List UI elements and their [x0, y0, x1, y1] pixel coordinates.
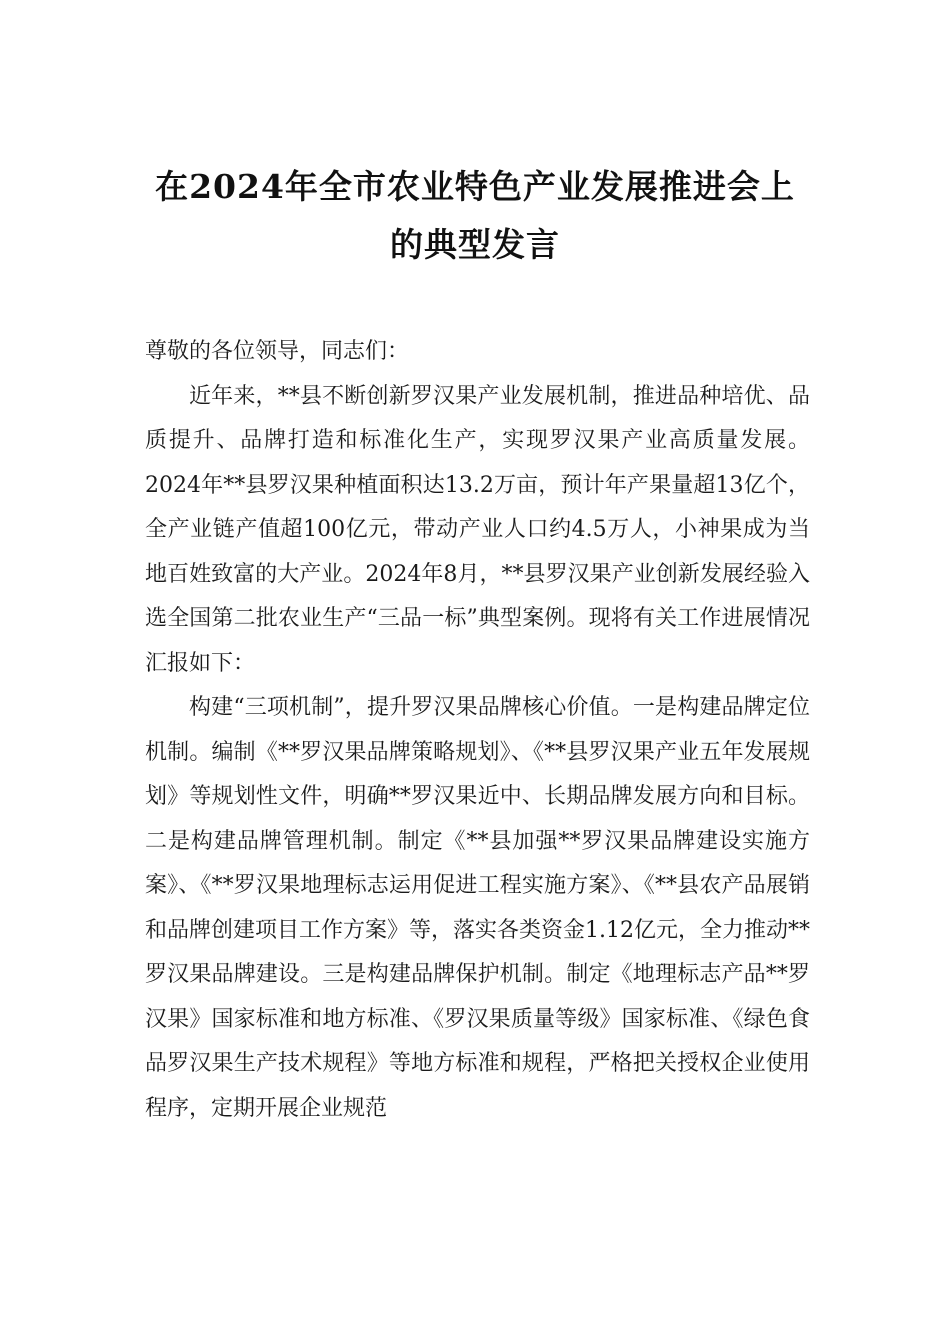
salutation: 尊敬的各位领导，同志们：: [145, 339, 410, 364]
paragraph-brand-mechanism: 构建“三项机制”，提升罗汉果品牌核心价值。一是构建品牌定位机制。编制《**罗汉果品牌策略规划》、《**县罗汉果产业五年发展规划》等规划性文件，明确**罗汉果近中、长期品牌发展方向和目标。二是构建品牌管理机制。制定《**县加强**罗汉果品牌建设实施方案》、《**罗汉果地理标志运用促进工程实施方案》、《**县农产品展销和品牌创建项目工作方案》等，落实各类资金1.12亿元，全力推动**罗汉果品牌建设。三是构建品牌保护机制。制定《地理标志产品**罗汉果》国家标准和地方标准、《罗汉果质量等级》国家标准、《绿色食品罗汉果生产技术规程》等地方标准和规程，严格把关授权企业使用程序，定期开展企业规范: [145, 695, 810, 1121]
document-title: [120, 158, 830, 274]
title-line-1: 在2024年全市农业特色产业发展推进会上: [155, 167, 795, 206]
document-body: [145, 330, 810, 1131]
paragraph-intro: 近年来，**县不断创新罗汉果产业发展机制，推进品种培优、品质提升、品牌打造和标准化生产，实现罗汉果产业高质量发展。2024年**县罗汉果种植面积达13.2万亩，预计年产果量超13亿个，全产业链产值超100亿元，带动产业人口约4.5万人，小神果成为当地百姓致富的大产业。2024年8月，**县罗汉果产业创新发展经验入选全国第二批农业生产“三品一标”典型案例。现将有关工作进展情况汇报如下：: [145, 383, 810, 676]
title-line-2: 的典型发言: [390, 225, 560, 264]
